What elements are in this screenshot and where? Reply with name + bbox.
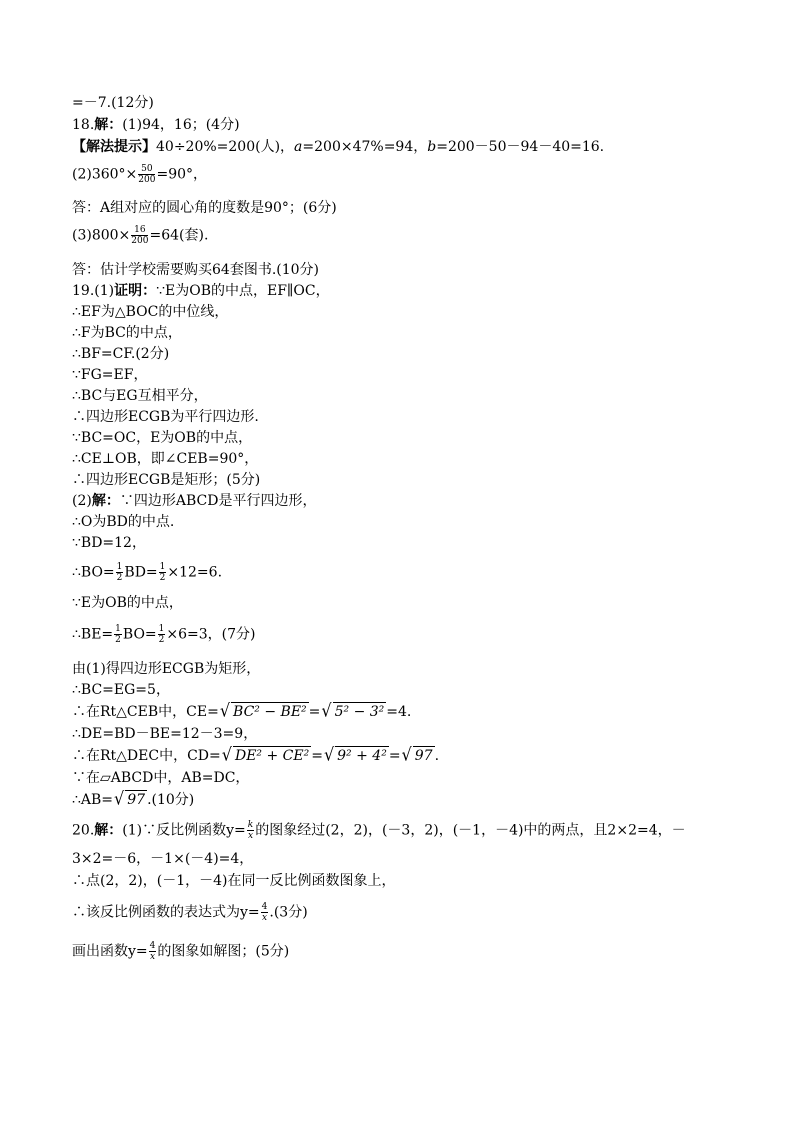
var: b [427, 139, 437, 155]
numerator: 1 [158, 624, 165, 634]
denominator: x [247, 831, 254, 841]
radicand: 97 [127, 792, 146, 808]
text: = [308, 704, 321, 720]
line-9 [72, 303, 228, 321]
text: .(3分) [269, 904, 308, 921]
text: ∴点(2，2)，(－1，－4)在同一反比例函数图象上， [72, 873, 396, 889]
text: ∴四边形ECGB为平行四边形. [72, 409, 259, 425]
hint-label: 【解法提示】 [72, 139, 156, 155]
text: ∴DE=BD－BE=12－3=9， [72, 726, 258, 742]
proof-label: 证明： [114, 283, 157, 299]
sqrt-sign: √ [401, 744, 412, 765]
line-26 [72, 702, 411, 721]
denominator: x [261, 913, 268, 923]
line-31 [72, 820, 686, 841]
numerator: 1 [115, 624, 121, 634]
text: ∴在Rt△CEB中，CE= [72, 704, 219, 720]
text: =64(套). [149, 227, 209, 244]
line-24 [72, 660, 260, 678]
var: a [294, 139, 303, 155]
fraction [114, 624, 122, 645]
line-10 [72, 324, 182, 342]
text: ∵E为OB的中点， [72, 595, 183, 611]
radicand: BC² − BE² [233, 704, 307, 720]
text: ∵BC=OC，E为OB的中点， [72, 430, 253, 446]
text: ∴BC=EG=5， [72, 682, 170, 698]
line-22 [72, 594, 183, 612]
numerator: 1 [159, 562, 166, 572]
numerator: k [247, 820, 254, 830]
text: 答：A组对应的圆心角的度数是90°；(6分) [72, 200, 337, 216]
text: ∴BO= [72, 564, 115, 581]
line-3 [72, 138, 604, 156]
text: =－7.(12分) [72, 95, 154, 111]
text: 画出函数y= [72, 943, 148, 960]
text: ∵FG=EF， [72, 367, 148, 383]
text: ∵E为OB的中点，EF∥OC， [156, 283, 330, 299]
line-28 [72, 746, 439, 765]
text: .(10分) [147, 792, 195, 808]
fraction [261, 902, 269, 923]
denominator: 2 [159, 573, 166, 583]
denominator: 2 [158, 635, 165, 645]
text: 3×2=－6，－1×(－4)=4， [72, 851, 254, 867]
fraction [159, 562, 167, 583]
text: ∴在Rt△DEC中，CD= [72, 748, 221, 764]
line-5 [72, 199, 337, 217]
denominator: 200 [131, 236, 149, 246]
numerator: 4 [261, 902, 268, 912]
sqrt-sign: √ [221, 744, 232, 765]
line-18 [72, 492, 316, 510]
text: ∵在▱ABCD中，AB=DC， [72, 770, 250, 786]
text: 由(1)得四边形ECGB为矩形， [72, 661, 261, 677]
fraction [138, 164, 155, 185]
text: 40÷20%=200(人)， [156, 139, 295, 155]
denominator: 200 [138, 175, 156, 185]
denominator: 2 [116, 573, 123, 583]
text: (2)360°× [72, 166, 138, 183]
line-29 [72, 769, 249, 787]
line-27 [72, 725, 257, 743]
text: (1)94，16；(4分) [122, 117, 240, 133]
text: ∴AB= [72, 792, 114, 808]
text: =200×47%=94， [302, 139, 428, 155]
line-6 [72, 225, 208, 246]
numerator: 16 [131, 225, 148, 236]
line-32 [72, 850, 253, 868]
line-33 [72, 872, 395, 890]
fraction [247, 820, 254, 841]
text: ∴BE= [72, 626, 114, 643]
question-number: 19.(1) [72, 283, 115, 299]
text: ∵四边形ABCD是平行四边形， [119, 493, 317, 509]
denominator: x [149, 952, 156, 962]
text: ∴EF为△BOC的中位线， [72, 304, 229, 320]
text: = [311, 748, 323, 764]
text: BD= [124, 564, 158, 581]
numerator: 50 [138, 164, 155, 175]
line-8 [72, 282, 330, 300]
text: ∴F为BC的中点， [72, 325, 182, 341]
line-35 [72, 941, 289, 962]
numerator: 4 [149, 941, 156, 951]
question-number: 18. [72, 117, 95, 133]
denominator: 2 [115, 635, 121, 645]
numerator: 1 [116, 562, 123, 572]
line-7 [72, 261, 319, 279]
line-20 [72, 534, 146, 552]
sqrt-sign: √ [219, 700, 231, 721]
line-19 [72, 513, 174, 531]
radicand: 9² + 4² [337, 748, 387, 764]
text: =90°， [156, 166, 208, 183]
text: 答：估计学校需要购买64套图书.(10分) [72, 262, 320, 278]
line-1 [72, 94, 154, 112]
question-number: 20. [72, 822, 95, 839]
line-16 [72, 450, 258, 468]
text: . [434, 748, 440, 764]
radicand: 5² − 3² [334, 704, 385, 720]
sqrt-sign: √ [323, 744, 335, 765]
line-2 [72, 116, 240, 134]
line-4 [72, 164, 207, 185]
radicand: DE² + CE² [234, 748, 310, 764]
sqrt-sign: √ [321, 700, 332, 721]
solution-label: 解： [94, 822, 123, 839]
fraction [131, 225, 148, 246]
sqrt-sign: √ [114, 788, 125, 809]
line-12 [72, 366, 147, 384]
line-15 [72, 429, 252, 447]
text: ∴CE⊥OB，即∠CEB=90°， [72, 451, 259, 467]
line-23 [72, 624, 256, 645]
text: ∴BF=CF.(2分) [72, 346, 170, 362]
line-11 [72, 345, 169, 363]
line-13 [72, 387, 208, 405]
solution-label: 解： [94, 117, 123, 133]
fraction [149, 941, 157, 962]
text: =4. [386, 704, 412, 720]
line-17 [72, 471, 260, 489]
line-25 [72, 681, 170, 699]
text: (3)800× [72, 227, 131, 244]
solution-label: 解： [91, 493, 120, 509]
text: ×6=3，(7分) [166, 626, 256, 643]
fraction [158, 624, 166, 645]
text: =200－50－94－40=16. [436, 139, 605, 155]
line-21 [72, 562, 222, 583]
line-34 [72, 902, 308, 923]
text: 的图象如解图；(5分) [157, 943, 290, 960]
text: (2) [72, 493, 92, 509]
text: ∴BC与EG互相平分， [72, 388, 208, 404]
text: ∵BD=12， [72, 535, 146, 551]
radicand: 97 [414, 748, 433, 764]
text: ∴该反比例函数的表达式为y= [72, 904, 260, 921]
line-30 [72, 790, 194, 809]
fraction [116, 562, 124, 583]
text: 的图象经过(2，2)，(－3，2)，(－1，－4)中的两点，且2×2=4，－ [255, 822, 686, 839]
text: = [388, 748, 401, 764]
text: ∴四边形ECGB是矩形；(5分) [72, 472, 261, 488]
line-14 [72, 408, 259, 426]
text: ×12=6. [167, 564, 223, 581]
text: (1)∵反比例函数y= [122, 822, 246, 839]
text: BO= [122, 626, 157, 643]
text: ∴O为BD的中点. [72, 514, 175, 530]
